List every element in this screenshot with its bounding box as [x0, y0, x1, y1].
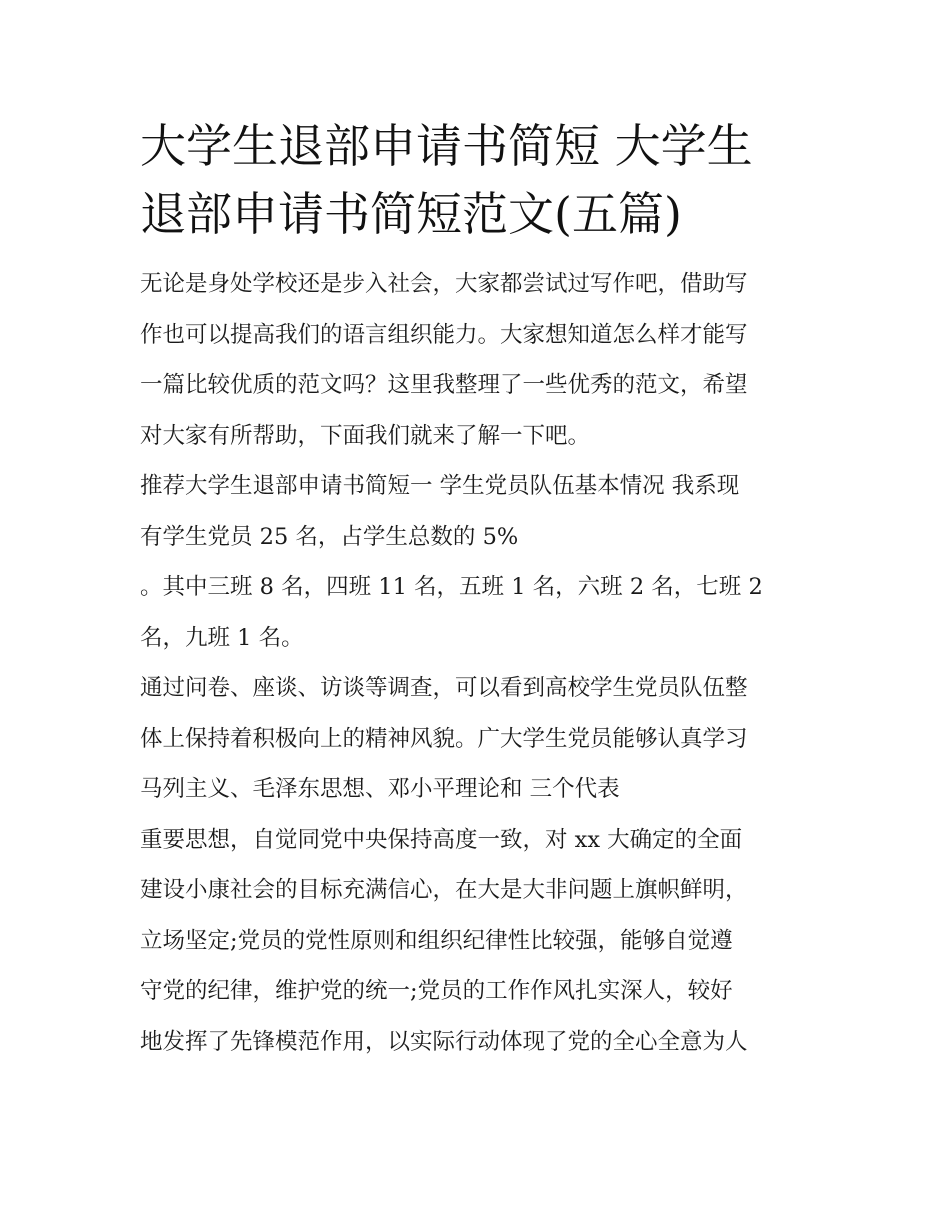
text-line: 重要思想，自觉同党中央保持高度一致，对 xx 大确定的全面: [140, 826, 743, 853]
paragraph-basic-info: [140, 461, 820, 562]
document-content: [140, 112, 820, 1067]
text-line: 立场坚定;党员的党性原则和组织纪律性比较强，能够自觉遵: [140, 927, 733, 954]
paragraph-intro: [140, 259, 820, 461]
paragraph-survey: [140, 663, 820, 815]
title-line: 大学生退部申请书简短 大学生: [140, 119, 753, 173]
paragraph-class-breakdown: [140, 562, 820, 663]
text-line: 体上保持着积极向上的精神风貌。广大学生党员能够认真学习: [140, 725, 748, 752]
text-line: 一篇比较优质的范文吗？这里我整理了一些优秀的范文，希望: [140, 372, 748, 398]
text-line: 对大家有所帮助，下面我们就来了解一下吧。: [140, 422, 591, 449]
text-line: 无论是身处学校还是步入社会，大家都尝试过写作吧，借助写: [140, 271, 748, 297]
text-line: 地发挥了先锋模范作用，以实际行动体现了党的全心全意为人: [140, 1028, 748, 1055]
paragraph-important-thought: [140, 815, 820, 1068]
text-line: 通过问卷、座谈、访谈等调查，可以看到高校学生党员队伍整: [140, 675, 748, 701]
text-line: 马列主义、毛泽东思想、邓小平理论和 三个代表: [140, 776, 620, 802]
text-line: 推荐大学生退部申请书简短一 学生党员队伍基本情况 我系现: [140, 473, 740, 499]
text-line: 有学生党员 25 名，占学生总数的 5%: [140, 523, 519, 550]
text-line: 作也可以提高我们的语言组织能力。大家想知道怎么样才能写: [140, 321, 748, 348]
text-line: 。其中三班 8 名，四班 11 名，五班 1 名，六班 2 名，七班 2: [140, 574, 763, 600]
text-line: 名，九班 1 名。: [140, 624, 304, 651]
text-line: 建设小康社会的目标充满信心，在大是大非问题上旗帜鲜明，: [140, 877, 748, 903]
document-title: [140, 112, 820, 248]
title-line: 退部申请书简短范文(五篇): [140, 187, 682, 241]
text-line: 守党的纪律，维护党的统一;党员的工作作风扎实深人，较好: [140, 978, 733, 1004]
